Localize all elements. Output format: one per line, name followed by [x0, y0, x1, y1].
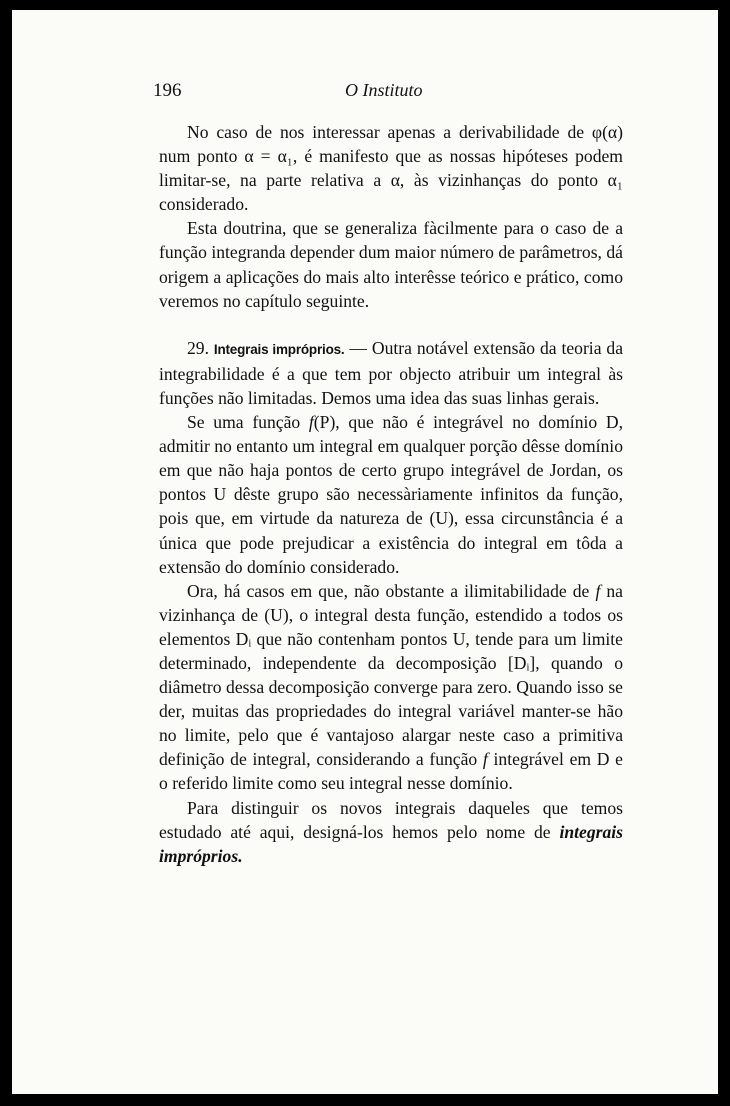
running-head [153, 80, 433, 110]
journal-title: O Instituto [345, 80, 423, 100]
book-page [12, 10, 718, 1094]
page-number: 196 [153, 80, 182, 101]
paragraph-doctrine: Esta doutrina, que se generaliza fàcilmente para o caso de a função integranda depender dum maior número de parâmetros, dá origem a aplicações do mais alto interêsse teórico e prático, como veremos no capítulo seguinte. [159, 218, 623, 311]
paragraph-section-29: 29. Integrais impróprios. — Outra notável extensão da teoria da integrabilidade é a que tem por objecto atribuir um integral às funções não limitadas. Demos uma idea das suas linhas gerais. [159, 337, 623, 408]
section-heading: Integrais impróprios. [213, 341, 345, 357]
paragraph-function-f: Se uma função f(P), que não é integrável no domínio D, admitir no entanto um integral em qualquer porção dêsse domínio em que não haja pontos de certo grupo integrável de Jordan, os pontos U dêste grupo são necessàriamente infinitos da função, pois que, em virtude da natureza de (U), essa circunstância é a única que pode prejudicar a existência do integral em tôda a extensão do domínio considerado. [159, 412, 623, 577]
paragraph-limit: Ora, há casos em que, não obstante a ilimitabilidade de f na vizinhança de (U), o integral desta função, estendido a todos os elementos Dᵢ que não contenham pontos U, tende para um limite determinado, independente da decomposição [Dᵢ], quando o diâmetro dessa decomposição converge para zero. Quando isso se der, muitas das propriedades do integral variável manter-se hão no limite, pelo que é vantajoso alargar neste caso a primitiva definição de integral, considerando a função f integrável em D e o referido limite como seu integral nesse domínio. [159, 580, 623, 794]
paragraph-derivability: No caso de nos interessar apenas a derivabilidade de φ(α) num ponto α = α₁, é manifesto que as nossas hipóteses podem limitar-se, na parte relativa a α, às vizinhanças do ponto α₁ considerado. [159, 122, 623, 215]
term-improper-integrals: integrais impróprios. [159, 821, 623, 866]
body-text [159, 120, 623, 868]
paragraph-improper-integrals: Para distinguir os novos integrais daqueles que temos estudado até aqui, designá-los hemos pelo nome de integrais impróprios. [159, 797, 623, 866]
section-number: 29. [187, 337, 209, 358]
